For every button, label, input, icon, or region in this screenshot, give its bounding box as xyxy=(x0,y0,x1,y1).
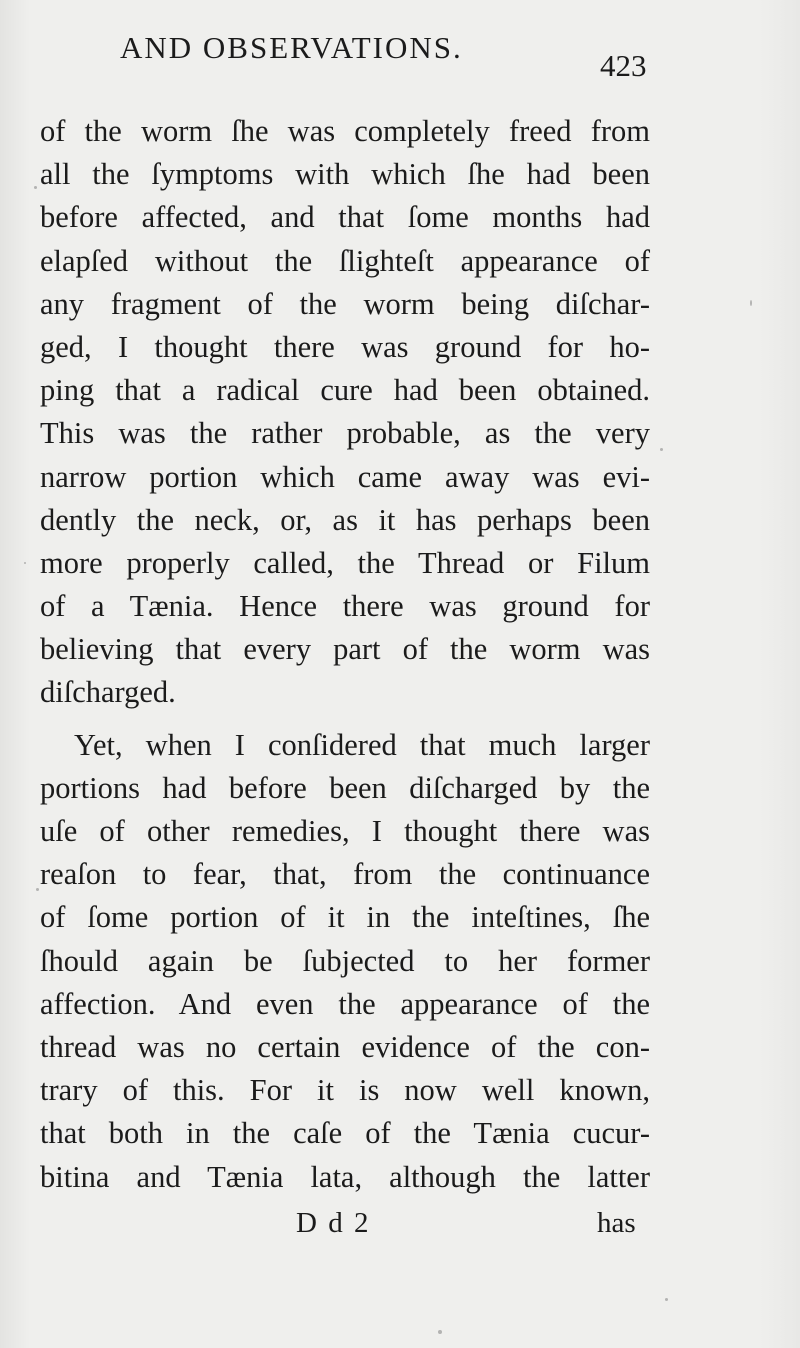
paper-speck xyxy=(665,1298,668,1301)
text-line: thread was no certain evidence of the con- xyxy=(40,1029,650,1064)
paper-speck xyxy=(438,1330,442,1334)
text-line: uſe of other remedies, I thought there was xyxy=(40,814,650,848)
text-line: portions had before been diſcharged by the xyxy=(40,770,650,805)
paper-speck xyxy=(750,300,752,306)
paper-speck xyxy=(34,186,37,189)
text-line: dently the neck, or, as it has perhaps been xyxy=(40,502,650,537)
paper-speck xyxy=(36,888,39,891)
text-line: trary of this. For it is now well known, xyxy=(40,1073,650,1108)
catchword: has xyxy=(597,1207,636,1239)
text-line: affection. And even the appearance of the xyxy=(40,986,650,1021)
text-line: ged, I thought there was ground for ho- xyxy=(40,329,650,364)
text-line: This was the rather probable, as the very xyxy=(40,416,650,451)
text-line: reaſon to fear, that, from the continuance xyxy=(40,857,650,892)
text-line: elapſed without the ſlighteſt appearance of xyxy=(40,243,650,278)
text-line: ping that a radical cure had been obtained. xyxy=(40,373,650,408)
text-line: more properly called, the Thread or Filum xyxy=(40,545,650,580)
text-line: narrow portion which came away was evi- xyxy=(40,459,650,494)
text-line: ſhould again be ſubjected to her former xyxy=(40,943,650,978)
paper-speck xyxy=(660,448,663,451)
text-line: bitina and Tænia lata, although the latter xyxy=(40,1159,650,1194)
text-line: diſcharged. xyxy=(40,675,176,710)
text-line: Yet, when I conſidered that much larger xyxy=(74,727,650,762)
text-line: of the worm ſhe was completely freed from xyxy=(40,114,650,148)
text-line: all the ſymptoms with which ſhe had been xyxy=(40,157,650,192)
text-line: that both in the caſe of the Tænia cucur- xyxy=(40,1116,650,1151)
text-line: believing that every part of the worm was xyxy=(40,632,650,667)
text-line: of a Tænia. Hence there was ground for xyxy=(40,589,650,624)
signature-mark: D d 2 xyxy=(296,1207,371,1239)
body-text xyxy=(40,110,650,1199)
running-head: AND OBSERVATIONS. xyxy=(120,30,463,65)
text-line: before affected, and that ſome months had xyxy=(40,200,650,235)
paragraph-1 xyxy=(40,110,650,715)
text-line: of ſome portion of it in the inteſtines, ſhe xyxy=(40,900,650,935)
paragraph-2 xyxy=(40,724,650,1199)
page-number: 423 xyxy=(600,48,647,83)
paper-speck xyxy=(24,562,26,564)
text-line: any fragment of the worm being diſchar- xyxy=(40,286,650,321)
